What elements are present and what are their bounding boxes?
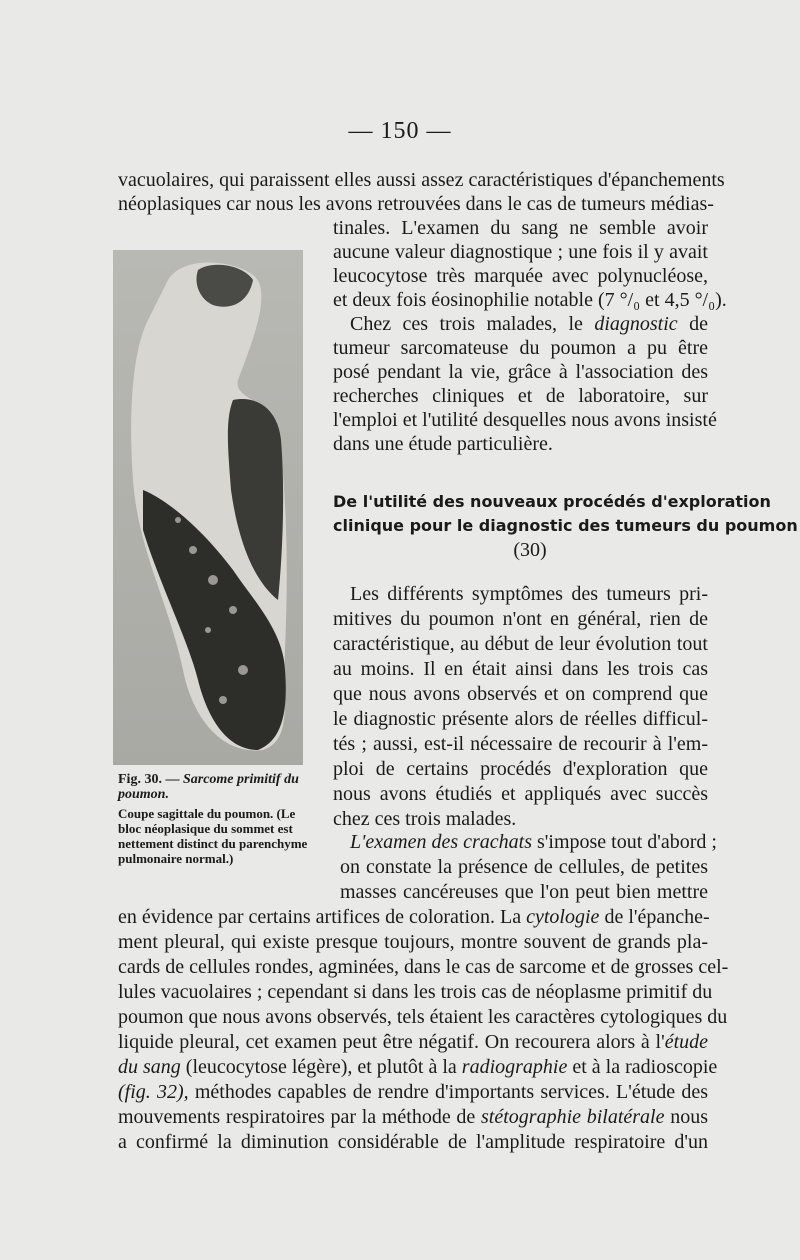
figure-photo — [113, 250, 303, 765]
text-line: vacuolaires, qui paraissent elles aussi assez caractéristiques d'épanchements — [118, 169, 725, 191]
figure-caption-line: pulmonaire normal.) — [118, 851, 234, 866]
text-line: L'examen des crachats s'impose tout d'abord ; — [350, 831, 717, 853]
text-line: liquide pleural, cet examen peut être négatif. On recourera alors à l'étude — [118, 1031, 708, 1053]
text-line: posé pendant la vie, grâce à l'association des — [333, 361, 708, 383]
text-line: masses cancéreuses que l'on peut bien mettre — [340, 881, 708, 903]
text-line: que nous avons observés et on comprend que — [333, 683, 708, 705]
text-line: en évidence par certains artifices de coloration. La cytologie de l'épanche- — [118, 906, 710, 928]
text-line: au moins. Il en était ainsi dans les trois cas — [333, 658, 708, 680]
text-line: ment pleural, qui existe presque toujours, montre souvent de grands pla- — [118, 931, 708, 953]
text-line: nous avons étudiés et appliqués avec succès — [333, 783, 708, 805]
section-heading: clinique pour le diagnostic des tumeurs du poumon — [333, 516, 798, 535]
text-line: le diagnostic présente alors de réelles difficul- — [333, 708, 708, 730]
text-line: (fig. 32), méthodes capables de rendre d'importants services. L'étude des — [118, 1081, 709, 1103]
section-heading: De l'utilité des nouveaux procédés d'exploration — [333, 492, 771, 511]
text-line: a confirmé la diminution considérable de l'amplitude respiratoire d'un — [118, 1131, 708, 1153]
figure-caption-line: nettement distinct du parenchyme — [118, 836, 308, 851]
text-line: dans une étude particulière. — [333, 433, 553, 455]
text-line: néoplasiques car nous les avons retrouvées dans le cas de tumeurs médias- — [118, 193, 714, 215]
text-line: tés ; aussi, est-il nécessaire de recourir à l'em- — [333, 733, 708, 755]
text-line: lules vacuolaires ; cependant si dans les trois cas de néoplasme primitif du — [118, 981, 713, 1003]
figure-caption-title: poumon. — [118, 787, 169, 802]
text-line: du sang (leucocytose légère), et plutôt à la radiographie et à la radioscopie — [118, 1056, 718, 1078]
text-line: mitives du poumon n'ont en général, rien de — [333, 608, 708, 630]
text-line: recherches cliniques et de laboratoire, sur — [333, 385, 708, 407]
text-line: on constate la présence de cellules, de petites — [340, 856, 708, 878]
text-line: tumeur sarcomateuse du poumon a pu être — [333, 337, 708, 359]
text-line: Chez ces trois malades, le diagnostic de — [350, 313, 708, 335]
text-line: mouvements respiratoires par la méthode de stétographie bilatérale nous — [118, 1106, 708, 1128]
text-line: tinales. L'examen du sang ne semble avoir — [333, 217, 708, 239]
text-line: Les différents symptômes des tumeurs pri- — [350, 583, 708, 605]
lung-specimen-image — [113, 250, 303, 765]
text-line: chez ces trois malades. — [333, 808, 517, 830]
text-line: poumon que nous avons observés, tels étaient les caractères cytologiques du — [118, 1006, 728, 1028]
text-line: aucune valeur diagnostique ; une fois il y avait — [333, 241, 708, 263]
text-line: et deux fois éosinophilie notable (7 °/₀ et 4,5 °/₀). — [333, 289, 727, 311]
page-number: — 150 — — [348, 118, 452, 144]
section-number: (30) — [513, 539, 547, 561]
text-line: ploi de certains procédés d'exploration que — [333, 758, 708, 780]
figure-caption-line: bloc néoplasique du sommet est — [118, 821, 293, 836]
figure-caption-line: Coupe sagittale du poumon. (Le — [118, 806, 296, 821]
figure-caption-title: Fig. 30. — Sarcome primitif du — [118, 772, 299, 787]
text-line: caractéristique, au début de leur évolution tout — [333, 633, 708, 655]
text-line: l'emploi et l'utilité desquelles nous avons insisté — [333, 409, 717, 431]
text-line: cards de cellules rondes, agminées, dans le cas de sarcome et de grosses cel- — [118, 956, 729, 978]
text-line: leucocytose très marquée avec polynucléose, — [333, 265, 708, 287]
